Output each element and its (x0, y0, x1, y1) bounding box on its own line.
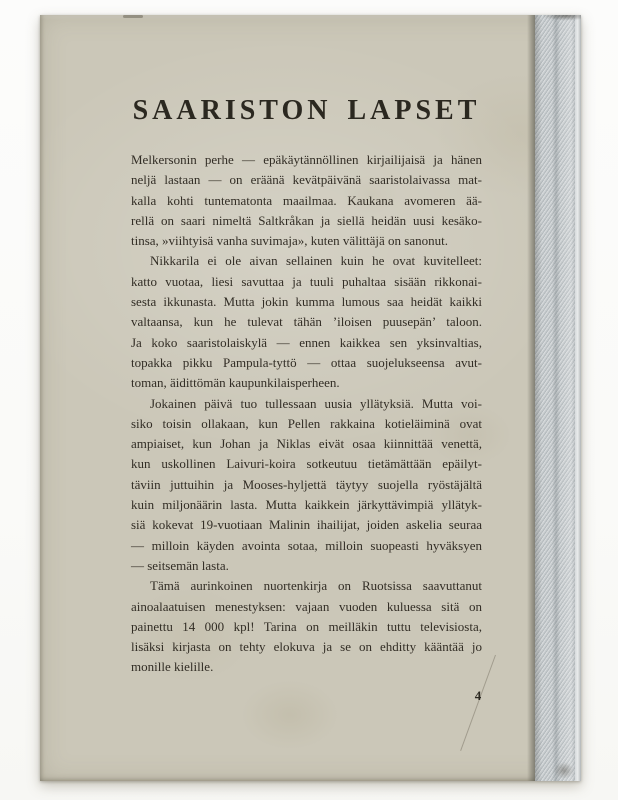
text-line: tinsa, »viihtyisä vanha suvimaja», kuten välittäjä on sanonut. (131, 233, 448, 249)
text-line: Jokainen päivä tuo tullessaan uusia yllätyksiä. Mutta voi- (150, 395, 482, 411)
spine-edge-highlight (575, 15, 581, 781)
text-line: rellä on saari nimeltä Saltkråkan ja siellä heidän uusi kesäko- (131, 212, 482, 228)
text-line: neljä lastaan — on eräänä kevätpäivänä saaristolaivassa mat- (131, 172, 482, 188)
text-line: katto vuotaa, liesi savuttaa ja tuuli puhaltaa sisään rikkonai- (131, 273, 482, 289)
text-line: sesta ikkunasta. Mutta jokin kumma lumous saa heidät kaikki (131, 294, 482, 310)
book-back-cover (40, 15, 581, 781)
text-line: kuin miljonäärin lasta. Mutta kaikkein järkyttävimpiä yllätyk- (131, 497, 482, 513)
cloth-spine (535, 15, 575, 781)
text-line: kun uskollinen Laivuri-koira sotkeutuu tietämättään epäilyt- (131, 456, 482, 472)
text-line: siko toisin ollakaan, kun Pellen rakkaina kotieläiminä ovat (131, 415, 482, 431)
spine-groove (527, 15, 535, 781)
text-line: — milloin käyden avointa sotaa, milloin suopeasti hyväksyen (131, 537, 482, 553)
text-line: lisäksi kirjasta on tehty elokuva ja se on ehditty kääntää jo (131, 639, 482, 655)
paragraph (131, 576, 482, 677)
paragraph (131, 150, 482, 251)
text-line: toman, äidittömän kaupunkilaisperheen. (131, 375, 340, 391)
text-line: ampiaiset, kun Johan ja Niklas eivät osaa kiinnittää venettä, (131, 436, 482, 452)
text-line: täviin juttuihin ja Mooses-hyljettä täytyy suojella ryöstäjältä (131, 476, 482, 492)
text-line: siä kokevat 19-vuotiaan Malinin ihailijat, joiden askelia seuraa (131, 517, 482, 533)
text-line: — seitsemän lasta. (131, 557, 229, 573)
text-line: kalla kohti tuntematonta maailmaa. Kaukana avomeren ää- (131, 192, 482, 208)
blurb-text (131, 150, 482, 678)
text-line: monille kielille. (131, 659, 214, 675)
text-line: Ja koko saaristolaiskylä — ennen kaikkea sen yksinvaltias, (131, 334, 482, 350)
text-line: valtaansa, kun he tulevat tähän ’iloisen puusepän’ taloon. (131, 314, 482, 330)
paragraph (131, 394, 482, 577)
cover-top-notch (123, 15, 143, 18)
spine-bottom-smudge (554, 762, 574, 779)
text-line: Nikkarila ei ole aivan sellainen kuin he ovat kuvitelleet: (150, 253, 482, 269)
text-line: painettu 14 000 kpl! Tarina on meilläkin tuttu televisiosta, (131, 618, 482, 634)
text-line: topakka pikku Pampula-tyttö — ottaa suojelukseensa avut- (131, 354, 482, 370)
paragraph (131, 251, 482, 393)
book-title: SAARISTON LAPSET (132, 95, 481, 126)
text-line: Melkersonin perhe — epäkäytännöllinen kirjailijaisä ja hänen (131, 152, 482, 167)
spine-top-smudge (543, 15, 581, 23)
page-number: 4 (474, 688, 482, 703)
text-line: ainoalaatuisen menestyksen: vajaan vuoden kuluessa sitä on (131, 598, 482, 614)
text-line: Tämä aurinkoinen nuortenkirja on Ruotsissa saavuttanut (150, 578, 482, 594)
